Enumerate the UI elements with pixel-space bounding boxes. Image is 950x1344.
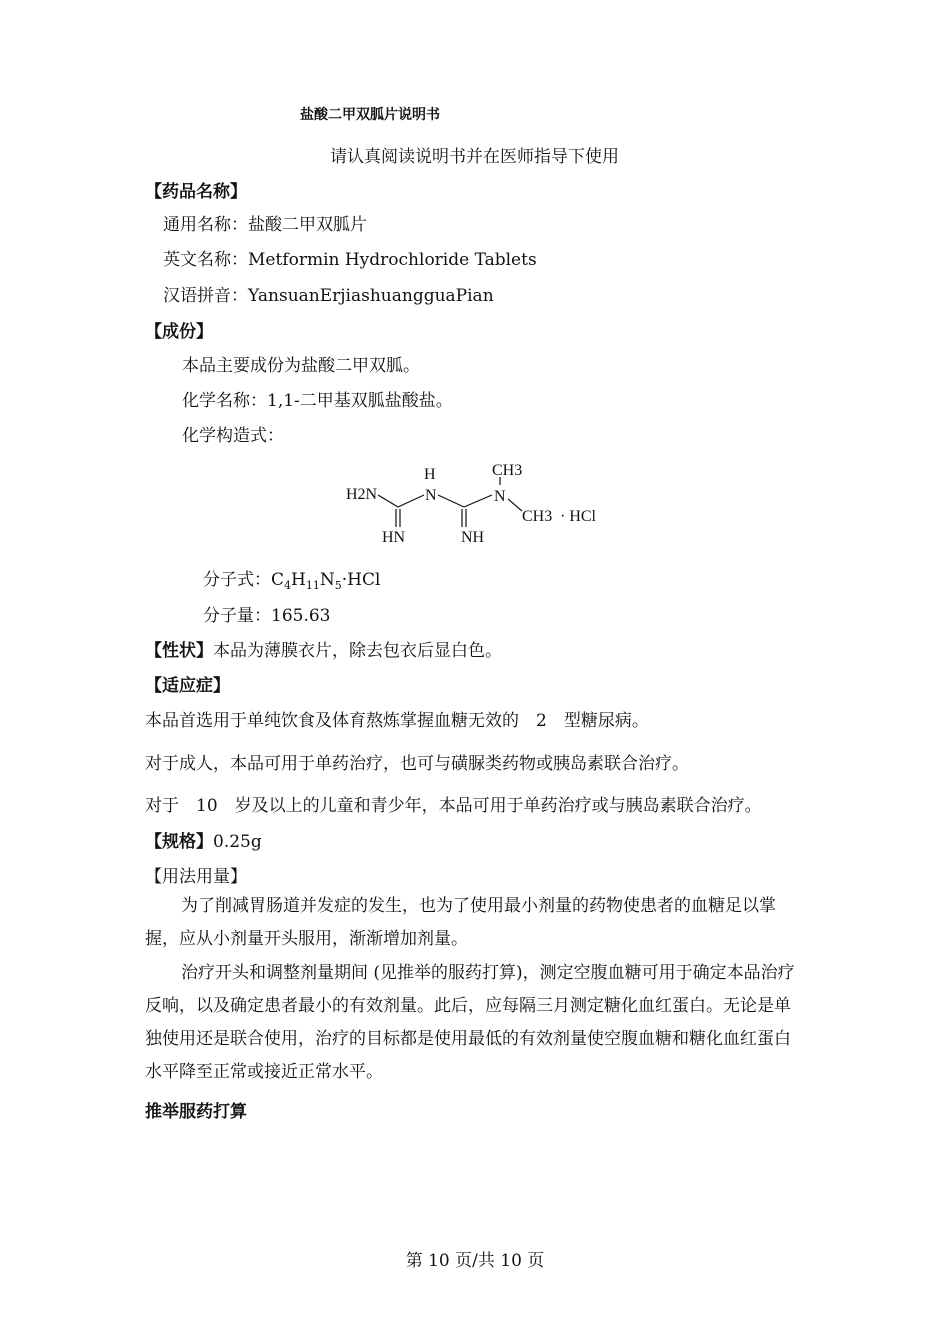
molecular-weight: 分子量：165.63 (203, 606, 331, 626)
appearance-heading: 【性状】 (145, 641, 213, 661)
indications-line-3: 对于 10 岁及以上的儿童和青少年，本品可用于单药治疗或与胰岛素联合治疗。 (145, 796, 762, 816)
dosage-paragraph-2: 治疗开头和调整剂量期间 (见推举的服药打算)，测定空腹血糖可用于确定本品治疗反响，以及确定患者最小的有效剂量。此后，应每隔三月测定糖化血红蛋白。无论是单独使用还是联合使用，治疗的目标都是使用最低的有效剂量使空腹血糖和糖化血红蛋白水平降至正常或接近正常水平。 (145, 963, 795, 1082)
struct-n-left: N (425, 487, 437, 504)
composition-main: 本品主要成份为盐酸二甲双胍。 (182, 356, 420, 376)
struct-h2n: H2N (346, 486, 378, 503)
spec-heading: 【规格】 (145, 832, 213, 852)
drug-name-heading: 【药品名称】 (145, 182, 247, 202)
bond (378, 495, 398, 507)
formula-h-count: 11 (305, 579, 320, 592)
indications-line-2: 对于成人，本品可用于单药治疗，也可与磺脲类药物或胰岛素联合治疗。 (145, 754, 689, 774)
bond (464, 495, 492, 507)
chemical-name: 化学名称：1,1-二甲基双胍盐酸盐。 (182, 391, 453, 411)
bond (398, 495, 424, 507)
struct-hn: HN (382, 529, 406, 546)
page-footer: 第 10 页/共 10 页 (405, 1251, 545, 1271)
structure-label: 化学构造式： (182, 426, 284, 446)
molecular-formula (203, 565, 380, 592)
spec-value: 0.25g (213, 832, 262, 852)
english-name: 英文名称：Metformin Hydrochloride Tablets (163, 250, 537, 270)
document-title: 盐酸二甲双胍片说明书 (300, 107, 440, 123)
formula-n: N (319, 570, 335, 590)
struct-ch3-top: CH3 (492, 462, 523, 479)
dosage-paragraph-1: 为了削减胃肠道并发症的发生，也为了使用最小剂量的药物使患者的血糖足以掌握，应从小剂量开头服用，渐渐增加剂量。 (145, 896, 776, 949)
indications-line-1: 本品首选用于单纯饮食及体育熬炼掌握血糖无效的 2 型糖尿病。 (145, 711, 649, 731)
formula-hcl: ·HCl (341, 570, 381, 590)
appearance-line (145, 636, 502, 661)
bond (508, 499, 522, 511)
formula-h: H (291, 570, 306, 590)
appearance-text: 本品为薄膜衣片，除去包衣后显白色。 (213, 641, 502, 661)
formula-label: 分子式： (203, 570, 271, 590)
struct-hcl: · HCl (560, 508, 596, 525)
spec-line (145, 827, 262, 852)
generic-name: 通用名称：盐酸二甲双胍片 (163, 215, 367, 235)
formula-c-count: 4 (284, 579, 292, 592)
formula-n-count: 5 (334, 579, 342, 592)
recommended-plan-heading: 推举服药打算 (145, 1102, 247, 1122)
struct-ch3-right: CH3 (522, 508, 553, 525)
dosage-heading: 【用法用量】 (145, 867, 247, 887)
formula-c: C (271, 570, 285, 590)
usage-notice: 请认真阅读说明书并在医师指导下使用 (330, 147, 619, 167)
indications-heading: 【适应症】 (145, 676, 230, 696)
struct-h-top: H (424, 466, 436, 483)
composition-heading: 【成份】 (145, 322, 213, 342)
chemical-structure (340, 455, 620, 555)
pinyin-name: 汉语拼音：YansuanErjiashuangguaPian (163, 286, 494, 306)
struct-nh: NH (461, 529, 485, 546)
struct-n-right: N (494, 488, 506, 505)
bond (438, 495, 464, 507)
